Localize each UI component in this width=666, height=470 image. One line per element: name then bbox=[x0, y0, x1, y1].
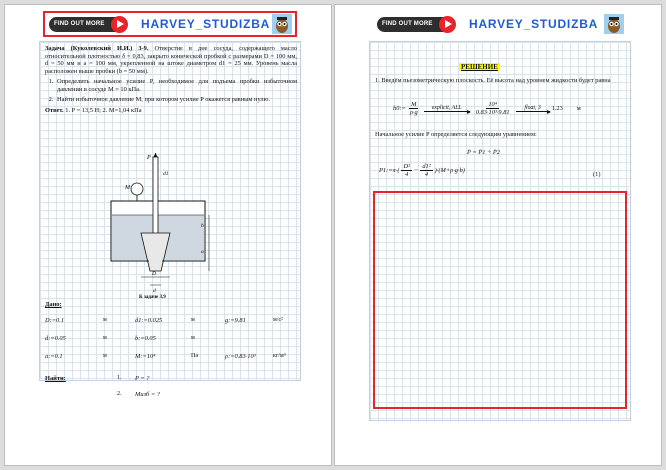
figure-label-a: a bbox=[201, 249, 204, 255]
owl-mascot-icon bbox=[604, 14, 624, 34]
given-rho: ρ:=0.83·10³ bbox=[225, 353, 256, 360]
answer-label: Ответ. bbox=[45, 106, 64, 114]
h0-fraction: $\frac{M}{\rho\cdot g}$ bbox=[409, 101, 418, 117]
document-page-right bbox=[334, 4, 662, 466]
given-d1: d1:=0.025 bbox=[135, 317, 163, 324]
figure-label-p: P bbox=[147, 155, 151, 161]
figure-label-d: d bbox=[153, 288, 156, 294]
given-d-big: D:=0.1 bbox=[45, 317, 65, 324]
find-section bbox=[45, 375, 297, 398]
given-unit: м bbox=[191, 317, 195, 323]
equation-number: (1) bbox=[593, 171, 601, 178]
question-item: 2. Найти избыточное давление M, при котором усилие P окажется равным нулю. bbox=[55, 96, 297, 104]
find-out-more-label: FIND OUT MORE bbox=[382, 21, 433, 27]
given-unit: м bbox=[103, 353, 107, 359]
find-header: Найти: bbox=[45, 375, 66, 382]
step1-text: 1. Введём пьезометрическую плоскость. Её высота над уровнем жидкости будет равна bbox=[375, 77, 611, 84]
studizba-logo[interactable]: HARVEY_STUDIZBA bbox=[469, 17, 599, 31]
given-g: g:=9.81 bbox=[225, 317, 246, 324]
p1-formula: P1:=π·( $\frac{\text{D²}}{4}$ − $\frac{\text{d1²}}{4}$ )·(M+ρ·g·b) bbox=[379, 163, 465, 179]
play-icon bbox=[111, 16, 128, 33]
figure-caption: К задаче 3.9 bbox=[139, 295, 166, 299]
given-unit: м/с² bbox=[273, 317, 283, 323]
given-unit: Па bbox=[191, 353, 198, 359]
given-b: b:=0.05 bbox=[135, 335, 156, 342]
force-text: Начальное усилие P определяется следующим уравнением: bbox=[375, 131, 537, 138]
given-unit: м bbox=[191, 335, 195, 341]
figure-label-D: D bbox=[152, 271, 156, 277]
figure-label-d1: d1 bbox=[163, 171, 169, 177]
given-unit: м bbox=[103, 335, 107, 341]
given-d-small: d:=0.05 bbox=[45, 335, 66, 342]
h0-lhs: h0:= bbox=[393, 105, 406, 113]
studizba-logo[interactable]: HARVEY_STUDIZBA bbox=[141, 17, 271, 31]
find-num: 2. bbox=[117, 391, 122, 397]
ad-banner[interactable] bbox=[373, 11, 627, 37]
find-out-more-button[interactable] bbox=[49, 17, 125, 32]
answer-text: 1. P = 13,5 Н; 2. M=1,04 кПа bbox=[65, 106, 142, 114]
question-list bbox=[55, 78, 297, 104]
owl-mascot-icon bbox=[272, 14, 292, 34]
given-unit: м bbox=[103, 317, 107, 323]
ad-banner[interactable] bbox=[43, 11, 297, 37]
question-item: 1. Определить начальное усилие P, необходимое для подъема пробки избыточном давлении в сосуде M = 10 кПа. bbox=[55, 78, 297, 93]
symbolic-arrow: explicit, ALL bbox=[424, 105, 470, 112]
find-num: 1. bbox=[117, 375, 122, 381]
solution-title: РЕШЕНИЕ bbox=[461, 63, 498, 71]
figure-label-b: b bbox=[201, 223, 204, 229]
find-item-m: Mизб = ? bbox=[135, 391, 160, 398]
document-page-left bbox=[4, 4, 332, 466]
symbolic-arrow: float, 3 bbox=[516, 105, 550, 112]
given-a: a:=0.1 bbox=[45, 353, 63, 360]
force-sum-equation: P̄ = P̄1 + P̄2 bbox=[467, 149, 501, 156]
find-item-p: P = ? bbox=[135, 375, 150, 382]
given-unit: кг/м³ bbox=[273, 353, 286, 359]
given-section bbox=[45, 301, 297, 360]
figure-label-m: M bbox=[125, 185, 130, 191]
vessel-figure bbox=[103, 153, 213, 299]
h0-result: 1.23 bbox=[551, 105, 563, 113]
h0-formula bbox=[393, 101, 581, 116]
answer-line bbox=[45, 107, 297, 115]
find-out-more-button[interactable] bbox=[377, 17, 453, 32]
task-text: Отверстие в дне сосуда, содержащего масло относительной плотностью δ = 0,83, закрыто конической пробкой с размерами D = 100 мм, d = 50 мм и a = 100 мм, укрепленной на штоке диаметром d1 = 25 мм. Уровень масла расположен выше пробки (b = 50 мм). bbox=[45, 45, 297, 75]
find-out-more-label: FIND OUT MORE bbox=[54, 21, 105, 27]
task-statement bbox=[45, 45, 297, 114]
h0-fraction-numeric: $\frac{\text{10⁴}}{\text{0.83·10³·9.81}}$ bbox=[475, 101, 510, 117]
given-header: Дано: bbox=[45, 301, 62, 308]
hidden-content-box[interactable] bbox=[373, 191, 627, 409]
task-title: Задача (Куколевский И.И.) 3-9. bbox=[45, 45, 149, 52]
h0-unit: м bbox=[576, 105, 581, 113]
given-m: M:=10⁴ bbox=[135, 353, 156, 360]
play-icon bbox=[439, 16, 456, 33]
